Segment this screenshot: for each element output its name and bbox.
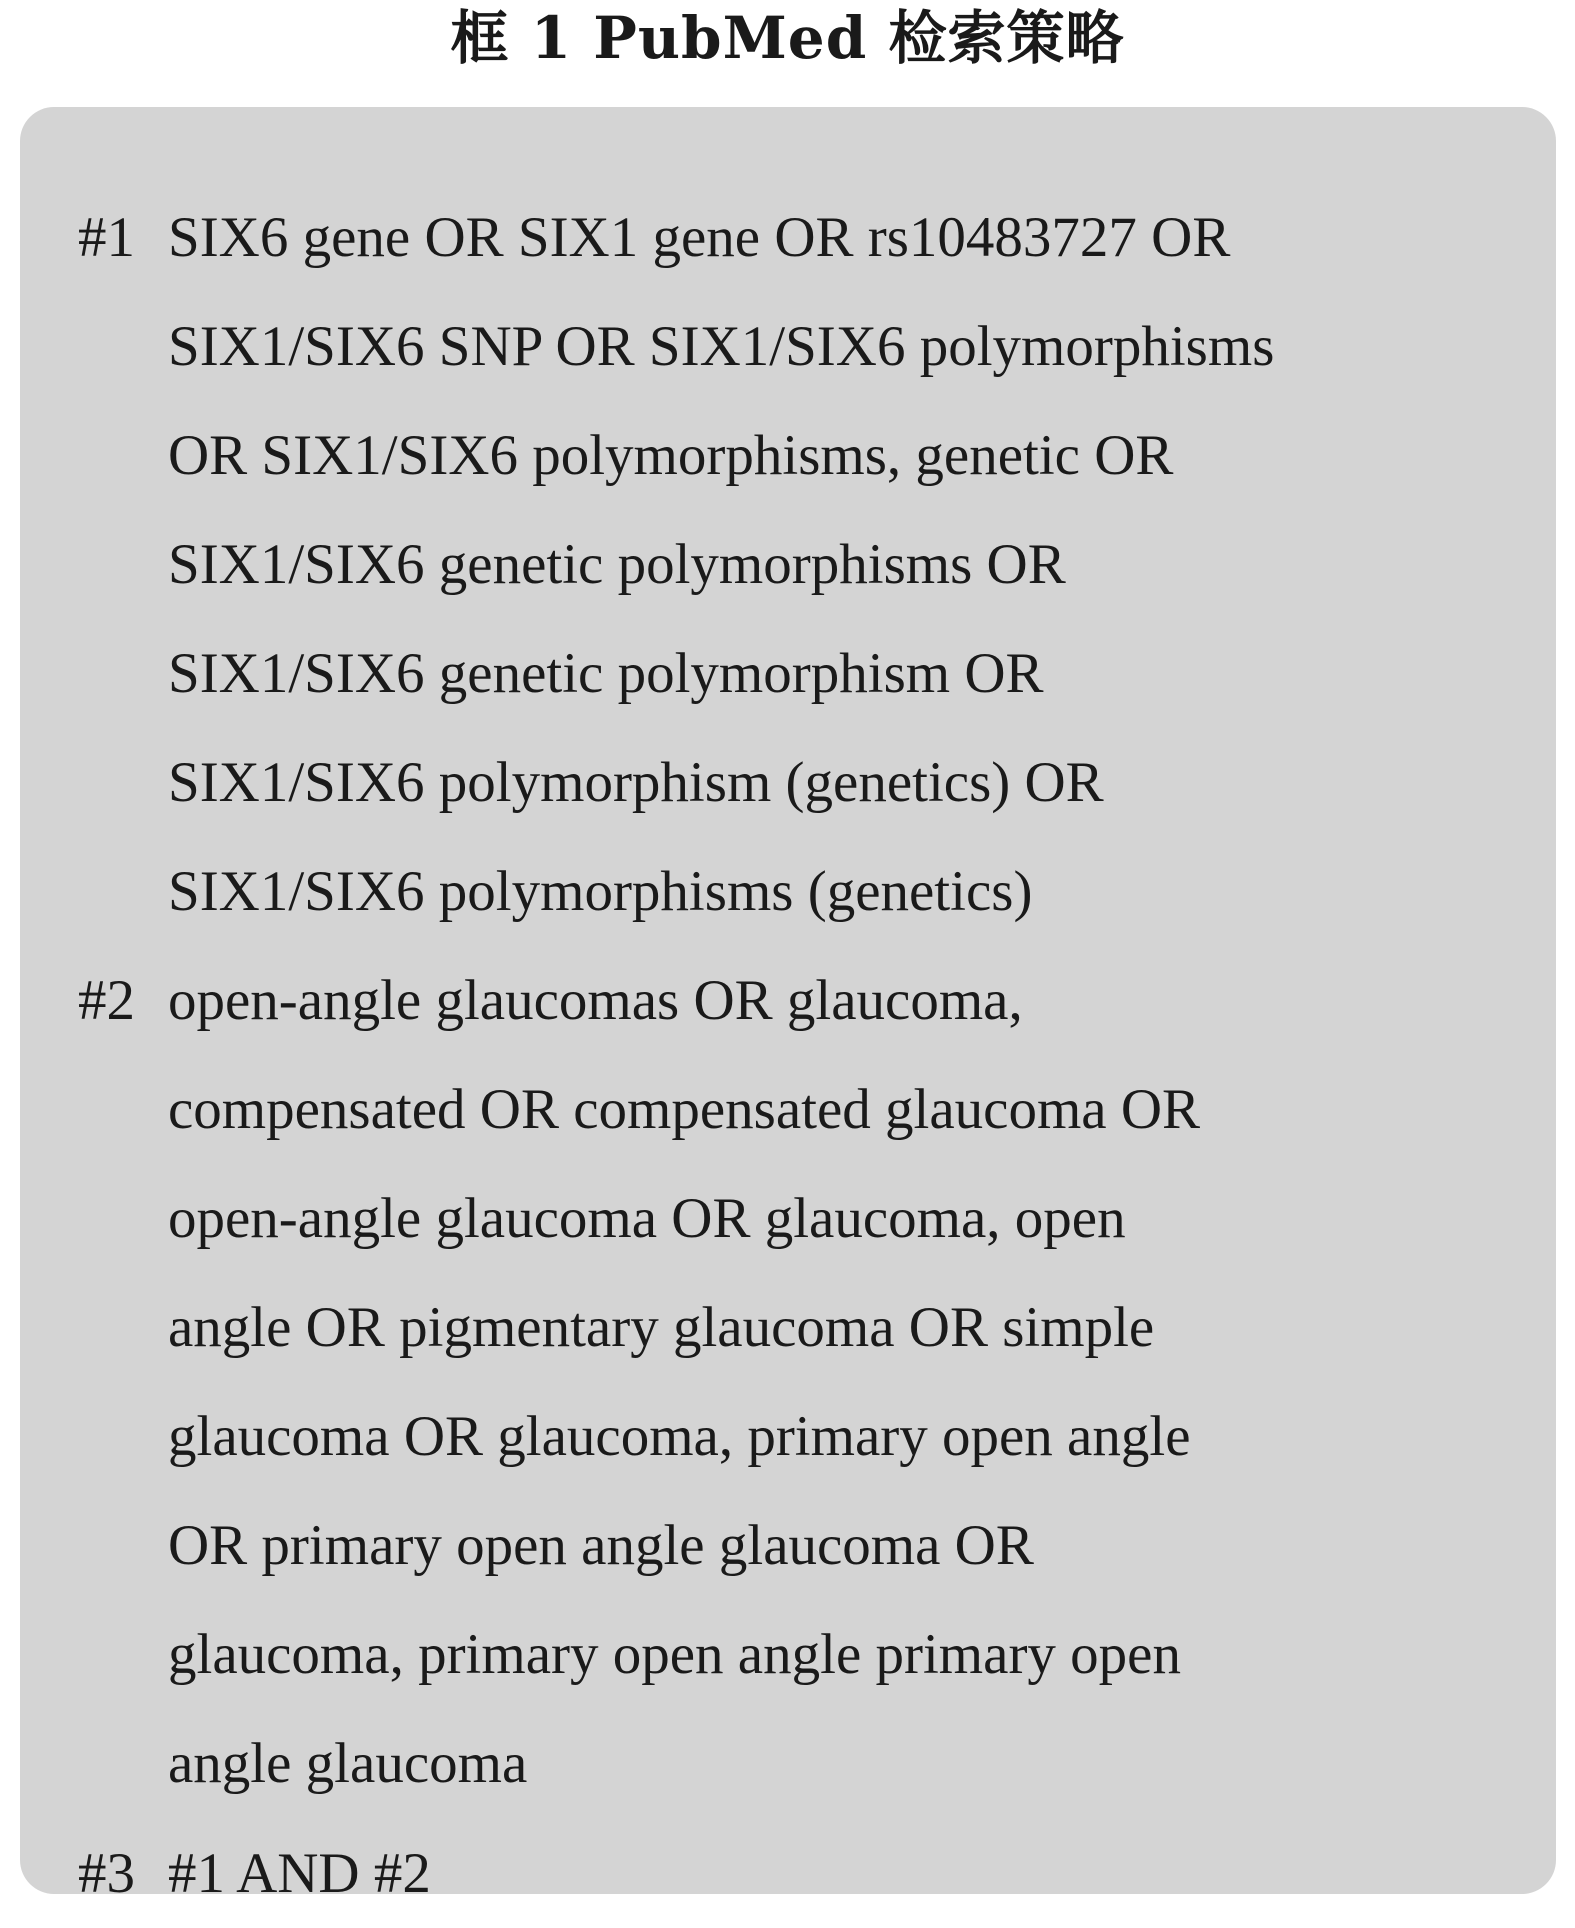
query-line: open-angle glaucomas OR glaucoma,	[168, 969, 1023, 1032]
entry-label: #3	[78, 1842, 135, 1905]
query-line: glaucoma OR glaucoma, primary open angle	[168, 1405, 1191, 1468]
query-line: SIX1/SIX6 polymorphisms (genetics)	[168, 860, 1033, 923]
query-line: OR primary open angle glaucoma OR	[168, 1514, 1034, 1577]
box-title: 框 1 PubMed 检索策略	[450, 4, 1125, 72]
query-line: OR SIX1/SIX6 polymorphisms, genetic OR	[168, 424, 1174, 487]
entry-query	[168, 946, 1508, 1818]
query-line: glaucoma, primary open angle primary open	[168, 1623, 1181, 1686]
query-line: SIX1/SIX6 genetic polymorphisms OR	[168, 533, 1066, 596]
query-line: compensated OR compensated glaucoma OR	[168, 1078, 1201, 1141]
query-line: SIX1/SIX6 genetic polymorphism OR	[168, 642, 1044, 705]
query-line: angle OR pigmentary glaucoma OR simple	[168, 1296, 1155, 1359]
query-line: open-angle glaucoma OR glaucoma, open	[168, 1187, 1126, 1250]
entry-query	[168, 1819, 1508, 1928]
query-line: SIX1/SIX6 polymorphism (genetics) OR	[168, 751, 1104, 814]
query-line: SIX6 gene OR SIX1 gene OR rs10483727 OR	[168, 206, 1231, 269]
query-line: SIX1/SIX6 SNP OR SIX1/SIX6 polymorphisms	[168, 315, 1275, 378]
entry-query	[168, 183, 1508, 946]
search-strategy-box	[20, 107, 1556, 1905]
entry-label: #2	[78, 969, 135, 1032]
query-line: angle glaucoma	[168, 1732, 528, 1795]
entry-label: #1	[78, 206, 135, 269]
query-line: #1 AND #2	[168, 1842, 431, 1905]
